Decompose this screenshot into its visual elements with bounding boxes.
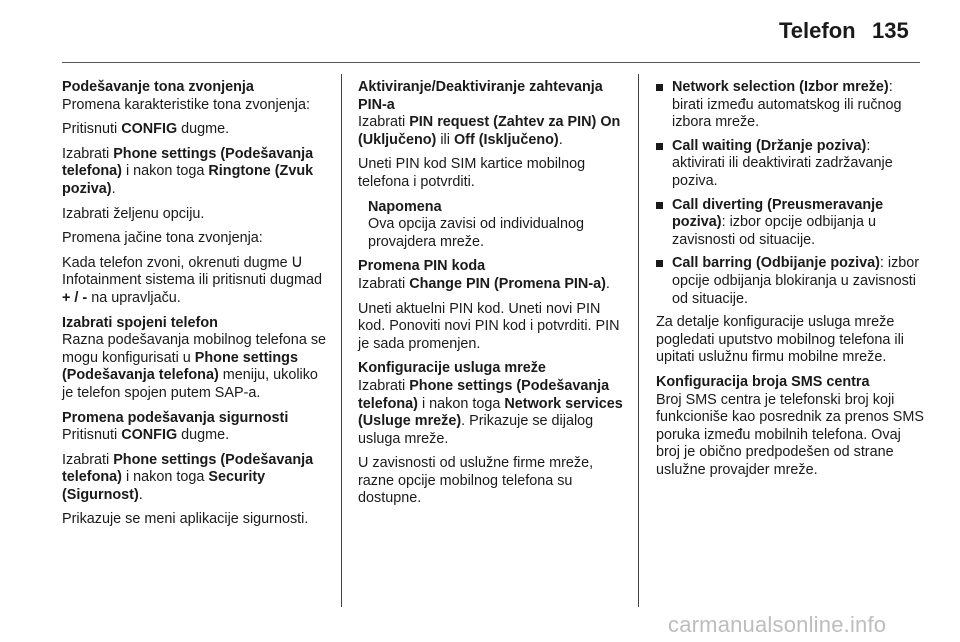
paragraph: Izabrati željenu opciju. [62, 205, 205, 222]
power-knob-icon: ᑌ [291, 254, 303, 271]
paragraph: Uneti aktuelni PIN kod. Uneti novi PIN kod. Ponoviti novi PIN kod i potvrditi. PIN je sada promenjen. [358, 300, 620, 352]
page-number: 135 [872, 18, 909, 43]
paragraph: Izabrati Phone settings (Podešavanja telefona) i nakon toga Ringtone (Zvuk poziva). [62, 145, 314, 197]
paragraph: Broj SMS centra je telefonski broj koji funkcioniše kao posrednik za prenos SMS poruka između mobilnih telefona. Ovaj broj je obično predpodešen od strane uslužne provajder mreže. [656, 391, 924, 478]
paragraph: Izabrati Phone settings (Podešavanja telefona) i nakon toga Security (Sigurnost). [62, 451, 314, 503]
paragraph: Uneti PIN kod SIM kartice mobilnog telefona i potvrditi. [358, 156, 586, 190]
bullet-square-icon [656, 143, 663, 150]
note-text: Ova opcija zavisi od individualnog provajdera mreže. [368, 216, 584, 250]
column-1 [62, 79, 330, 536]
column-divider-1 [341, 74, 342, 607]
list-item: Call barring (Odbijanje poziva): izbor opcije odbijanja blokiranja u zavisnosti od situacije. [656, 255, 924, 308]
paragraph: Prikazuje se meni aplikacije sigurnosti. [62, 511, 309, 528]
watermark: carmanualsonline.info [668, 612, 887, 637]
bullet-square-icon [656, 202, 663, 209]
section-heading-select-phone: Izabrati spojeni telefon [62, 314, 218, 331]
bullet-square-icon [656, 84, 663, 91]
header-divider [62, 62, 920, 63]
paragraph: Razna podešavanja mobilnog telefona se mogu konfigurisati u Phone settings (Podešavanja telefona) meniju, ukoliko je telefon spojen putem SAP-a. [62, 332, 327, 401]
section-heading-ringtone: Podešavanje tona zvonjenja [62, 79, 254, 95]
section-heading-change-pin: Promena PIN koda [358, 258, 486, 275]
paragraph: Izabrati Phone settings (Podešavanja telefona) i nakon toga Network services (Usluge mreže). Prikazuje se dijalog usluga mreže. [358, 377, 623, 447]
section-heading-security: Promena podešavanja sigurnosti [62, 409, 289, 426]
paragraph: Pritisnuti CONFIG dugme. [62, 427, 230, 444]
section-heading-network-services: Konfiguracije usluga mreže [358, 360, 546, 377]
paragraph: Pritisnuti CONFIG dugme. [62, 121, 230, 138]
paragraph: Za detalje konfiguracije usluga mreže pogledati uputstvo mobilnog telefona ili upitati uslužnu firmu mobilne mreže. [656, 314, 905, 366]
bullet-square-icon [656, 260, 663, 267]
column-divider-2 [638, 74, 639, 607]
paragraph: Promena jačine tona zvonjenja: [62, 230, 263, 247]
page-title: Telefon [779, 18, 856, 43]
column-2 [358, 79, 626, 515]
paragraph: Promena karakteristike tona zvonjenja: [62, 96, 310, 113]
column-3 [656, 79, 924, 486]
section-heading-sms-center: Konfiguracija broja SMS centra [656, 373, 870, 390]
note-title: Napomena [368, 198, 442, 215]
paragraph: Kada telefon zvoni, okrenuti dugme ᑌ Infotainment sistema ili pritisnuti dugmad + / - na upravljaču. [62, 254, 322, 306]
paragraph: Izabrati PIN request (Zahtev za PIN) On (Uključeno) ili Off (Isključeno). [358, 114, 621, 148]
paragraph: U zavisnosti od uslužne firme mreže, razne opcije mobilnog telefona su dostupne. [358, 455, 594, 507]
list-item: Call diverting (Preusmeravanje poziva): izbor opcije odbijanja u zavisnosti od situacije. [656, 197, 924, 250]
list-item: Network selection (Izbor mreže): birati između automatskog ili ručnog izbora mreže. [656, 79, 924, 132]
paragraph: Izabrati Change PIN (Promena PIN-a). [358, 275, 610, 292]
note-box [358, 199, 626, 252]
list-item: Call waiting (Držanje poziva): aktivirati ili deaktivirati zadržavanje poziva. [656, 138, 924, 191]
section-heading-pin-request: Aktiviranje/Deaktiviranje zahtevanja PIN-a [358, 79, 603, 113]
